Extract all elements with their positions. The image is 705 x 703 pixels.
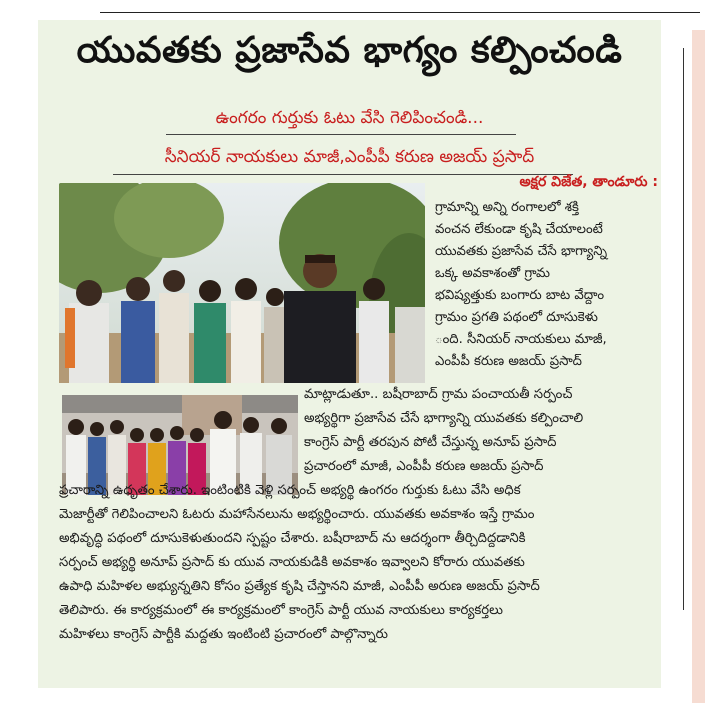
body-line: ప్రచారాన్ని ఉధృతం చేశారు. ఇంటింటికి వెళ్లి సర్పంచ్ అభ్యర్థి ఉంగరం గుర్తుకు ఓటు వేసి అధిక bbox=[59, 483, 521, 498]
right-column-rule bbox=[683, 48, 684, 610]
body-line: మాట్లాడుతూ.. బషీరాబాద్ గ్రామ పంచాయతీ సర్పంచ్ bbox=[304, 387, 573, 402]
subheadline-rule-1 bbox=[166, 134, 516, 135]
top-rule bbox=[100, 12, 700, 13]
body-line: భవిష్యత్తుకు బంగారు బాట వేద్దాం bbox=[435, 288, 605, 303]
body-line: అభ్యర్థిగా ప్రజాసేవ చేసే భాగ్యాన్ని యువతకు కల్పించాలి bbox=[304, 411, 584, 426]
news-clipping bbox=[38, 20, 661, 688]
body-line: ఒక్క అవకాశంతో గ్రామ bbox=[435, 266, 551, 281]
body-line: వంచన లేకుండా కృషి చేయాలంటే bbox=[435, 222, 603, 237]
body-line: యువతకు ప్రజాసేవ చేసే భాగ్యాన్ని bbox=[435, 244, 608, 259]
body-line: గ్రామాన్ని అన్ని రంగాలలో శక్తి bbox=[435, 200, 579, 215]
body-line: మెజార్టీతో గెలిపించాలని ఓటరు మహాసేనలును అభ్యర్థించారు. యువతకు అవకాశం ఇస్తే గ్రామం bbox=[59, 507, 535, 522]
body-line: తెలిపారు. ఈ కార్యక్రమంలో ఈ కార్యక్రమంలో కాంగ్రెస్ పార్టీ యువ నాయకులు కార్యకర్తలు bbox=[59, 603, 503, 618]
subheadline-2: సీనియర్ నాయకులు మాజీ,ఎంపీపీ కరుణ అజయ్ ప్రసాద్ bbox=[164, 147, 535, 167]
byline: అక్షర విజేత, తాండూరు : bbox=[519, 174, 658, 190]
body-line: అభివృద్ధి పథంలో దూసుకెళుతుందని స్పష్టం చేశారు. బషీరాబాద్ ను ఆదర్శంగా తీర్చిదిద్దడానికి bbox=[59, 531, 526, 546]
subheadline-1: ఉంగరం గుర్తుకు ఓటు వేసి గెలిపించండి... bbox=[215, 108, 484, 128]
rally-photo bbox=[59, 183, 425, 383]
body-line: గ్రామం ప్రగతి పథంలో దూసుకెళు bbox=[435, 310, 598, 325]
headline: యువతకు ప్రజాసేవ భాగ్యం కల్పించండి bbox=[76, 30, 623, 71]
body-line: సర్పంచ్ అభ్యర్థి అనూప్ ప్రసాద్ కు యువ నాయకుడికి అవకాశం ఇవ్వాలని కోరారు యువతకు bbox=[59, 555, 525, 570]
page-edge-strip bbox=[692, 30, 705, 703]
body-line: ంది. సీనియర్ నాయకులు మాజీ, bbox=[435, 332, 607, 347]
supporters-photo bbox=[62, 395, 298, 495]
body-line: ఎంపీపీ కరుణ అజయ్ ప్రసాద్ bbox=[435, 354, 582, 369]
body-line: ఉపాధి మహిళల అభ్యున్నతిని కోసం ప్రత్యేక కృషి చేస్తానని మాజీ, ఎంపీపీ అరుణ అజయ్ ప్రసాద్ bbox=[59, 579, 540, 594]
body-line: ప్రచారంలో మాజీ, ఎంపీపీ కరుణ అజయ్ ప్రసాద్ bbox=[304, 459, 544, 474]
body-line: మహిళలు కాంగ్రెస్ పార్టీకి మద్దతు ఇంటింటి ప్రచారంలో పాల్గొన్నారు bbox=[59, 627, 388, 642]
body-line: కాంగ్రెస్ పార్టీ తరపున పోటీ చేస్తున్న అనూప్ ప్రసాద్ bbox=[304, 435, 557, 450]
